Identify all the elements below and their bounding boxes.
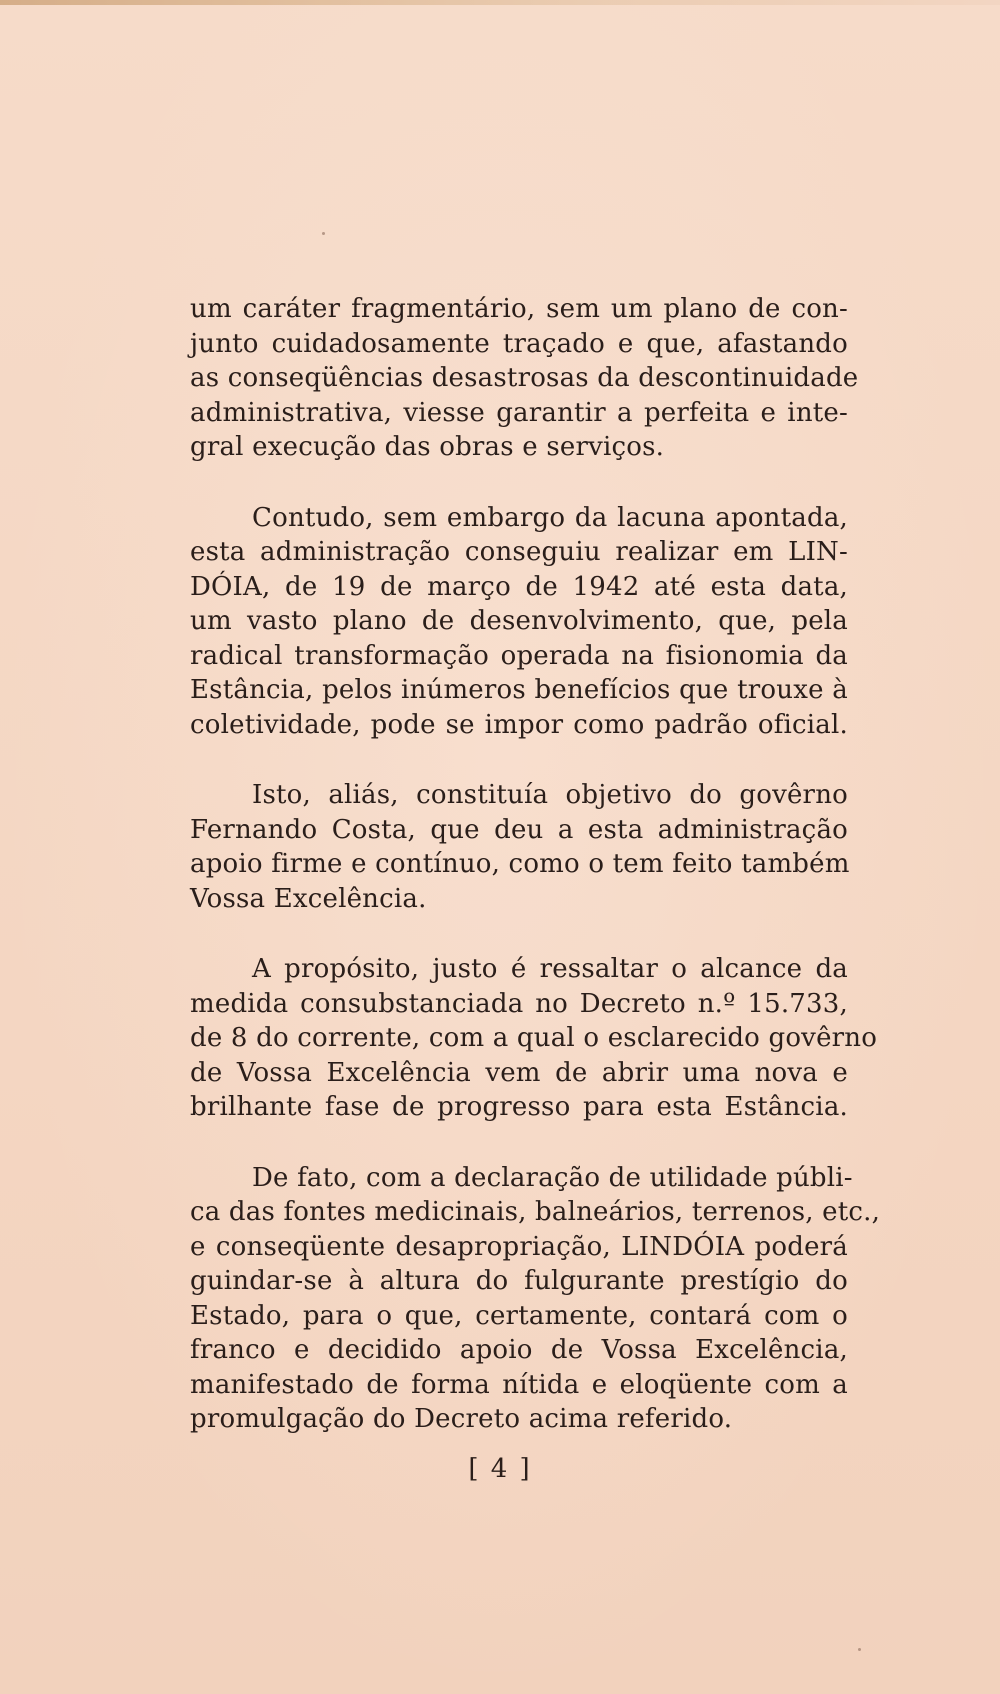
text-line: junto cuidadosamente traçado e que, afastando xyxy=(190,328,848,359)
paper-speck xyxy=(322,232,325,235)
text-line: Isto, aliás, constituía objetivo do govêrno xyxy=(252,780,848,810)
text-line: coletividade, pode se impor como padrão oficial. xyxy=(190,709,848,740)
text-line: administrativa, viesse garantir a perfeita e inte- xyxy=(190,397,848,428)
paragraph-1 xyxy=(190,292,859,465)
paragraph-4 xyxy=(190,952,878,1125)
text-line: Estância, pelos inúmeros benefícios que trouxe à xyxy=(190,675,848,705)
text-line: Contudo, sem embargo da lacuna apontada, xyxy=(252,502,848,533)
text-line: ca das fontes medicinais, balneários, terrenos, etc., xyxy=(190,1197,881,1227)
text-line: radical transformação operada na fisionomia da xyxy=(190,640,848,671)
text-line: apoio firme e contínuo, como o tem feito também xyxy=(190,849,850,879)
paragraph-2 xyxy=(190,501,848,743)
text-line: Fernando Costa, que deu a esta administração xyxy=(190,814,848,845)
text-line: franco e decidido apoio de Vossa Excelência, xyxy=(190,1335,848,1365)
text-line: e conseqüente desapropriação, LINDÓIA poderá xyxy=(190,1231,848,1262)
text-line: Estado, para o que, certamente, contará com o xyxy=(190,1300,848,1331)
text-line: A propósito, justo é ressaltar o alcance da xyxy=(252,954,848,984)
text-line: Vossa Excelência. xyxy=(190,883,427,914)
text-line: brilhante fase de progresso para esta Estância. xyxy=(190,1092,848,1122)
text-line: um caráter fragmentário, sem um plano de con- xyxy=(190,294,848,324)
text-line: DÓIA, de 19 de março de 1942 até esta data, xyxy=(190,571,848,602)
text-line: De fato, com a declaração de utilidade públi- xyxy=(252,1162,853,1193)
text-line: as conseqüências desastrosas da descontinuidade xyxy=(190,363,859,393)
text-line: esta administração conseguiu realizar em LIN- xyxy=(190,537,848,567)
page-number: [ 4 ] xyxy=(468,1454,532,1484)
text-line: promulgação do Decreto acima referido. xyxy=(190,1404,733,1434)
text-line: de 8 do corrente, com a qual o esclarecido govêrno xyxy=(190,1023,878,1053)
paragraph-3 xyxy=(190,778,848,916)
text-line: manifestado de forma nítida e eloqüente com a xyxy=(190,1369,848,1400)
text-line: um vasto plano de desenvolvimento, que, pela xyxy=(190,606,848,636)
page-top-edge xyxy=(0,0,1000,5)
body-text xyxy=(190,292,881,1473)
text-line: gral execução das obras e serviços. xyxy=(190,432,665,462)
text-line: guindar-se à altura do fulgurante prestígio do xyxy=(190,1266,848,1296)
text-line: de Vossa Excelência vem de abrir uma nova e xyxy=(190,1057,848,1088)
paragraph-5 xyxy=(190,1161,881,1437)
text-line: medida consubstanciada no Decreto n.º 15.733, xyxy=(190,988,848,1019)
paper-speck xyxy=(858,1648,861,1651)
